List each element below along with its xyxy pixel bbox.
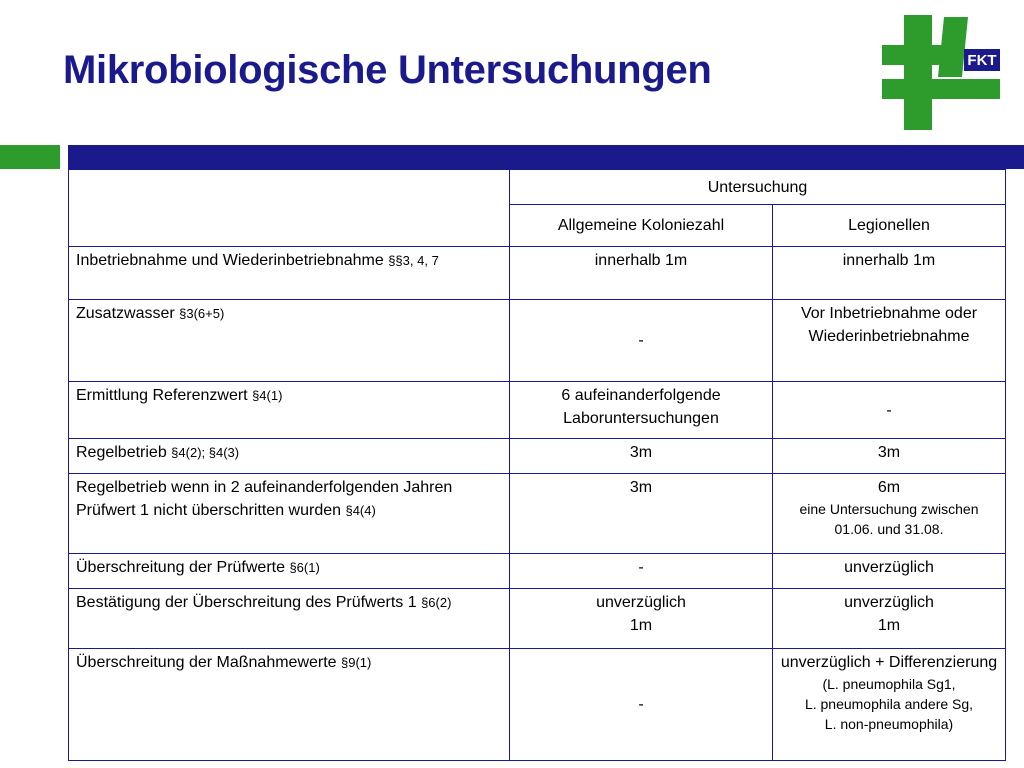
table-row — [69, 474, 1006, 554]
fkt-logo — [882, 15, 1000, 130]
cell-col2-line2: 1m — [877, 617, 901, 634]
cell-col1-line1: unverzüglich — [596, 594, 686, 611]
header-group-cell: Untersuchung — [510, 170, 1006, 205]
table-row — [69, 439, 1006, 474]
row-ref: §§3, 4, 7 — [388, 253, 439, 268]
examination-table — [68, 169, 1006, 761]
cell-col2 — [773, 589, 1006, 649]
row-ref: §4(4) — [345, 503, 376, 518]
cell-col2 — [773, 649, 1006, 761]
cell-col1: 3m — [510, 439, 773, 474]
row-label: Ermittlung Referenzwert §4(1) — [69, 382, 510, 439]
cell-col2-note: eine Untersuchung zwischen 01.06. und 31.08. — [799, 501, 979, 537]
table-row — [69, 589, 1006, 649]
cell-col1: 3m — [510, 474, 773, 554]
row-label: Überschreitung der Prüfwerte §6(1) — [69, 554, 510, 589]
empty-corner-cell — [69, 170, 510, 247]
cell-col2-note1: (L. pneumophila Sg1, — [822, 676, 956, 692]
cell-col2-line1: unverzüglich — [844, 594, 934, 611]
cell-col2: unverzüglich — [773, 554, 1006, 589]
cell-col2 — [773, 474, 1006, 554]
cell-col2: innerhalb 1m — [773, 247, 1006, 300]
row-ref: §4(1) — [252, 388, 283, 403]
cell-col2-note2: L. pneumophila andere Sg, — [804, 696, 974, 712]
table-row — [69, 554, 1006, 589]
accent-bar-blue — [68, 145, 1024, 169]
cell-col2-main: 6m — [877, 479, 901, 496]
header-col1: Allgemeine Koloniezahl — [510, 205, 773, 247]
table-row — [69, 649, 1006, 761]
table-row — [69, 247, 1006, 300]
header-col2: Legionellen — [773, 205, 1006, 247]
row-label: Regelbetrieb wenn in 2 aufeinanderfolgenden Jahren Prüfwert 1 nicht überschritten wurden §4(4) — [69, 474, 510, 554]
cell-col1: - — [510, 649, 773, 761]
accent-bar-green — [0, 145, 60, 169]
cell-col2: 3m — [773, 439, 1006, 474]
row-ref: §3(6+5) — [179, 306, 225, 321]
row-label: Bestätigung der Überschreitung des Prüfwerts 1 §6(2) — [69, 589, 510, 649]
row-label: Regelbetrieb §4(2); §4(3) — [69, 439, 510, 474]
cell-col1 — [510, 589, 773, 649]
cell-col2: Vor Inbetriebnahme oder Wiederinbetriebnahme — [773, 300, 1006, 382]
table-row — [69, 300, 1006, 382]
cell-col2-main: unverzüglich + Differenzierung — [780, 654, 998, 671]
row-ref: §6(2) — [421, 595, 452, 610]
row-label: Inbetriebnahme und Wiederinbetriebnahme §§3, 4, 7 — [69, 247, 510, 300]
row-ref: §9(1) — [341, 655, 372, 670]
row-ref: §6(1) — [289, 560, 320, 575]
cell-col1: innerhalb 1m — [510, 247, 773, 300]
row-label: Überschreitung der Maßnahmewerte §9(1) — [69, 649, 510, 761]
logo-text: FKT — [967, 52, 997, 69]
table-row — [69, 382, 1006, 439]
cell-col1: - — [510, 554, 773, 589]
cell-col1-line2: 1m — [629, 617, 653, 634]
row-label: Zusatzwasser §3(6+5) — [69, 300, 510, 382]
cell-col2: - — [773, 382, 1006, 439]
table-header-row — [69, 170, 1006, 205]
row-ref: §4(2); §4(3) — [171, 445, 240, 460]
page-title: Mikrobiologische Untersuchungen — [63, 48, 712, 92]
cell-col2-note3: L. non-pneumophila) — [824, 716, 954, 732]
cell-col1: - — [510, 300, 773, 382]
cell-col1: 6 aufeinanderfolgende Laboruntersuchungen — [510, 382, 773, 439]
